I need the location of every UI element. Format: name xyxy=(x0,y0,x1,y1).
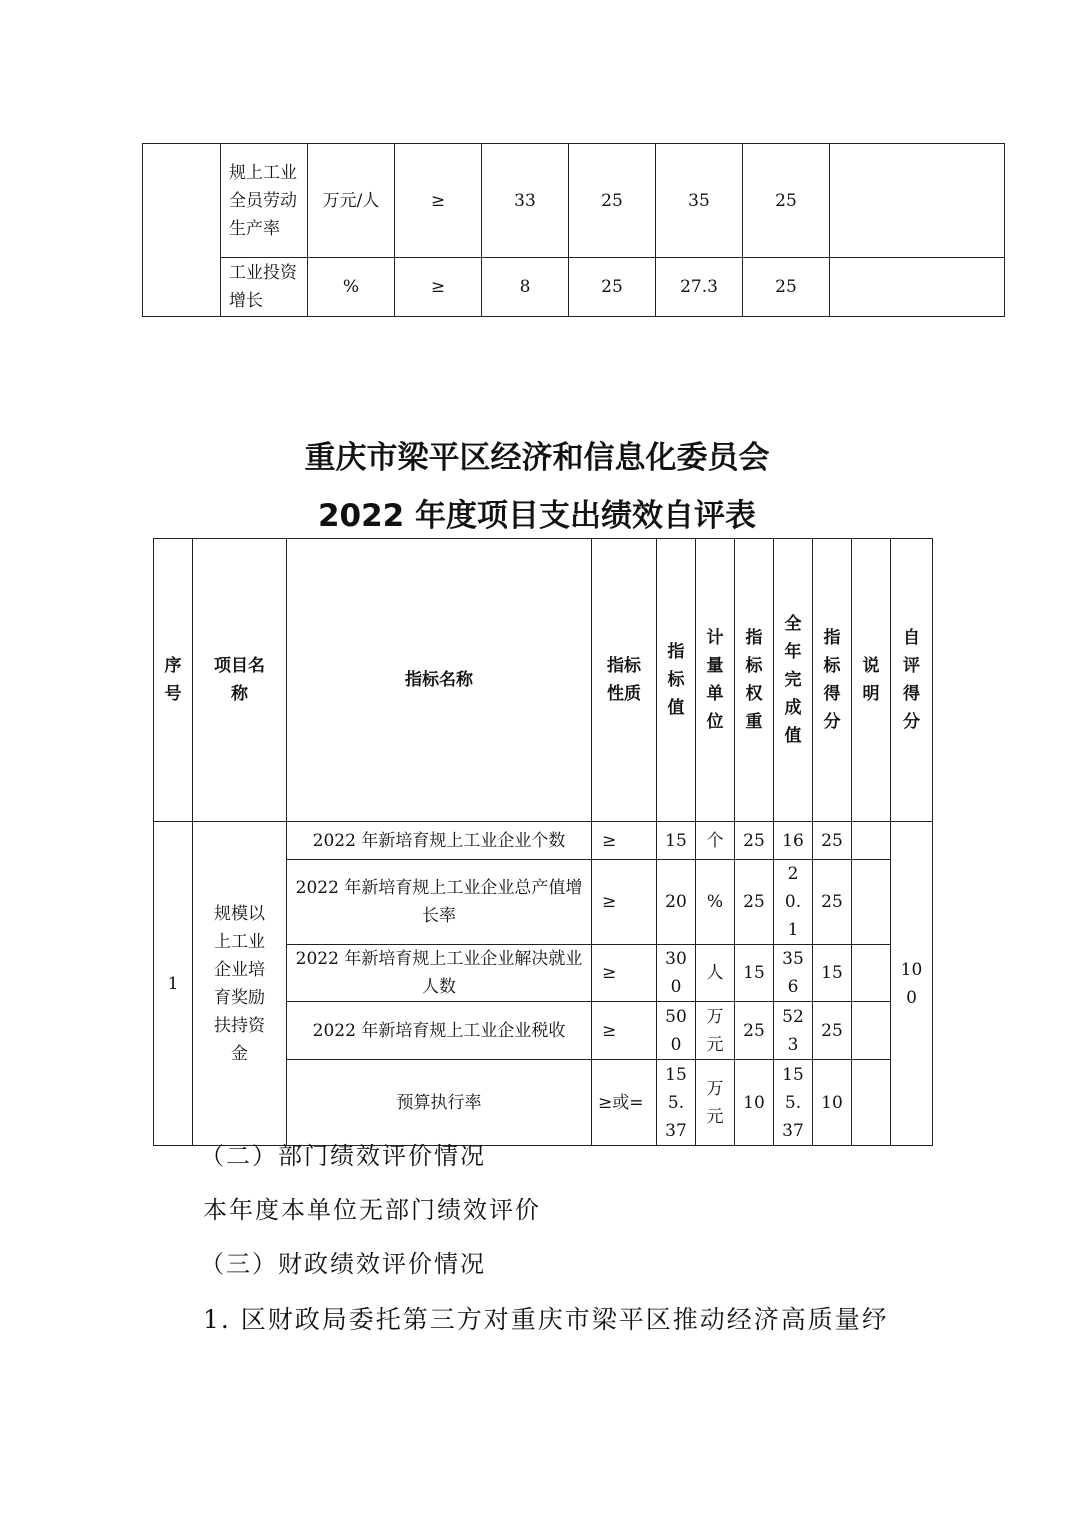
score-cell: 25 xyxy=(743,258,830,317)
actual-cell: 523 xyxy=(774,1002,813,1060)
table-row xyxy=(143,258,1005,317)
unit-cell: % xyxy=(696,860,735,945)
note-cell xyxy=(852,1060,891,1146)
nature-cell: ≥ xyxy=(395,258,482,317)
target-cell: 15 xyxy=(657,822,696,860)
actual-cell: 27.3 xyxy=(656,258,743,317)
page-subtitle: 2022 年度项目支出绩效自评表 xyxy=(317,498,757,534)
target-cell: 33 xyxy=(482,144,569,258)
header-note: 说明 xyxy=(852,539,891,822)
seq-cell: 1 xyxy=(154,822,193,1146)
nature-cell: ≥ xyxy=(592,1002,657,1060)
target-cell: 500 xyxy=(657,1002,696,1060)
target-cell: 8 xyxy=(482,258,569,317)
note-cell xyxy=(852,1002,891,1060)
nature-cell: ≥或= xyxy=(592,1060,657,1146)
score-cell: 25 xyxy=(813,822,852,860)
section-text-dept: 本年度本单位无部门绩效评价 xyxy=(203,1196,541,1224)
nature-cell: ≥ xyxy=(592,945,657,1002)
note-cell xyxy=(830,258,1005,317)
unit-cell: 个 xyxy=(696,822,735,860)
indicator-cell: 2022 年新培育规上工业企业总产值增长率 xyxy=(287,860,592,945)
nature-cell: ≥ xyxy=(395,144,482,258)
header-target: 指标值 xyxy=(657,539,696,822)
actual-cell: 356 xyxy=(774,945,813,1002)
indicator-cell: 规上工业全员劳动生产率 xyxy=(221,144,308,258)
score-cell: 10 xyxy=(813,1060,852,1146)
section-heading-finance: （三）财政绩效评价情况 xyxy=(200,1250,486,1278)
table-row xyxy=(154,822,933,860)
header-indicator: 指标名称 xyxy=(287,539,592,822)
note-cell xyxy=(830,144,1005,258)
nature-cell: ≥ xyxy=(592,822,657,860)
actual-cell: 155.37 xyxy=(774,1060,813,1146)
section-heading-dept: （二）部门绩效评价情况 xyxy=(200,1142,486,1170)
top-indicator-table xyxy=(142,143,1005,317)
header-weight: 指标权重 xyxy=(735,539,774,822)
header-project: 项目名称 xyxy=(193,539,287,822)
unit-cell: 人 xyxy=(696,945,735,1002)
score-cell: 25 xyxy=(813,1002,852,1060)
section-item-1: 1. 区财政局委托第三方对重庆市梁平区推动经济高质量纾 xyxy=(203,1305,889,1334)
header-self-score: 自评得分 xyxy=(891,539,933,822)
page-title: 重庆市梁平区经济和信息化委员会 xyxy=(304,440,770,476)
weight-cell: 25 xyxy=(569,144,656,258)
note-cell xyxy=(852,822,891,860)
project-evaluation-table xyxy=(153,538,933,1146)
unit-cell: 万元 xyxy=(696,1002,735,1060)
unit-cell: % xyxy=(308,258,395,317)
actual-cell: 16 xyxy=(774,822,813,860)
target-cell: 155.37 xyxy=(657,1060,696,1146)
header-score: 指标得分 xyxy=(813,539,852,822)
actual-cell: 35 xyxy=(656,144,743,258)
indicator-cell: 预算执行率 xyxy=(287,1060,592,1146)
score-cell: 15 xyxy=(813,945,852,1002)
indicator-cell: 2022 年新培育规上工业企业个数 xyxy=(287,822,592,860)
note-cell xyxy=(852,945,891,1002)
header-seq: 序号 xyxy=(154,539,193,822)
weight-cell: 25 xyxy=(569,258,656,317)
weight-cell: 25 xyxy=(735,860,774,945)
weight-cell: 25 xyxy=(735,822,774,860)
self-score-cell: 100 xyxy=(891,822,933,1146)
header-actual: 全年完成值 xyxy=(774,539,813,822)
empty-cell xyxy=(143,144,221,317)
unit-cell: 万元 xyxy=(696,1060,735,1146)
score-cell: 25 xyxy=(743,144,830,258)
header-row xyxy=(154,539,933,822)
indicator-cell: 工业投资增长 xyxy=(221,258,308,317)
indicator-cell: 2022 年新培育规上工业企业税收 xyxy=(287,1002,592,1060)
weight-cell: 10 xyxy=(735,1060,774,1146)
score-cell: 25 xyxy=(813,860,852,945)
nature-cell: ≥ xyxy=(592,860,657,945)
table-row xyxy=(143,144,1005,258)
header-nature: 指标性质 xyxy=(592,539,657,822)
target-cell: 20 xyxy=(657,860,696,945)
indicator-cell: 2022 年新培育规上工业企业解决就业人数 xyxy=(287,945,592,1002)
unit-cell: 万元/人 xyxy=(308,144,395,258)
weight-cell: 15 xyxy=(735,945,774,1002)
weight-cell: 25 xyxy=(735,1002,774,1060)
note-cell xyxy=(852,860,891,945)
header-unit: 计量单位 xyxy=(696,539,735,822)
actual-cell: 20.1 xyxy=(774,860,813,945)
project-name-cell: 规模以上工业企业培育奖励扶持资金 xyxy=(193,822,287,1146)
target-cell: 300 xyxy=(657,945,696,1002)
